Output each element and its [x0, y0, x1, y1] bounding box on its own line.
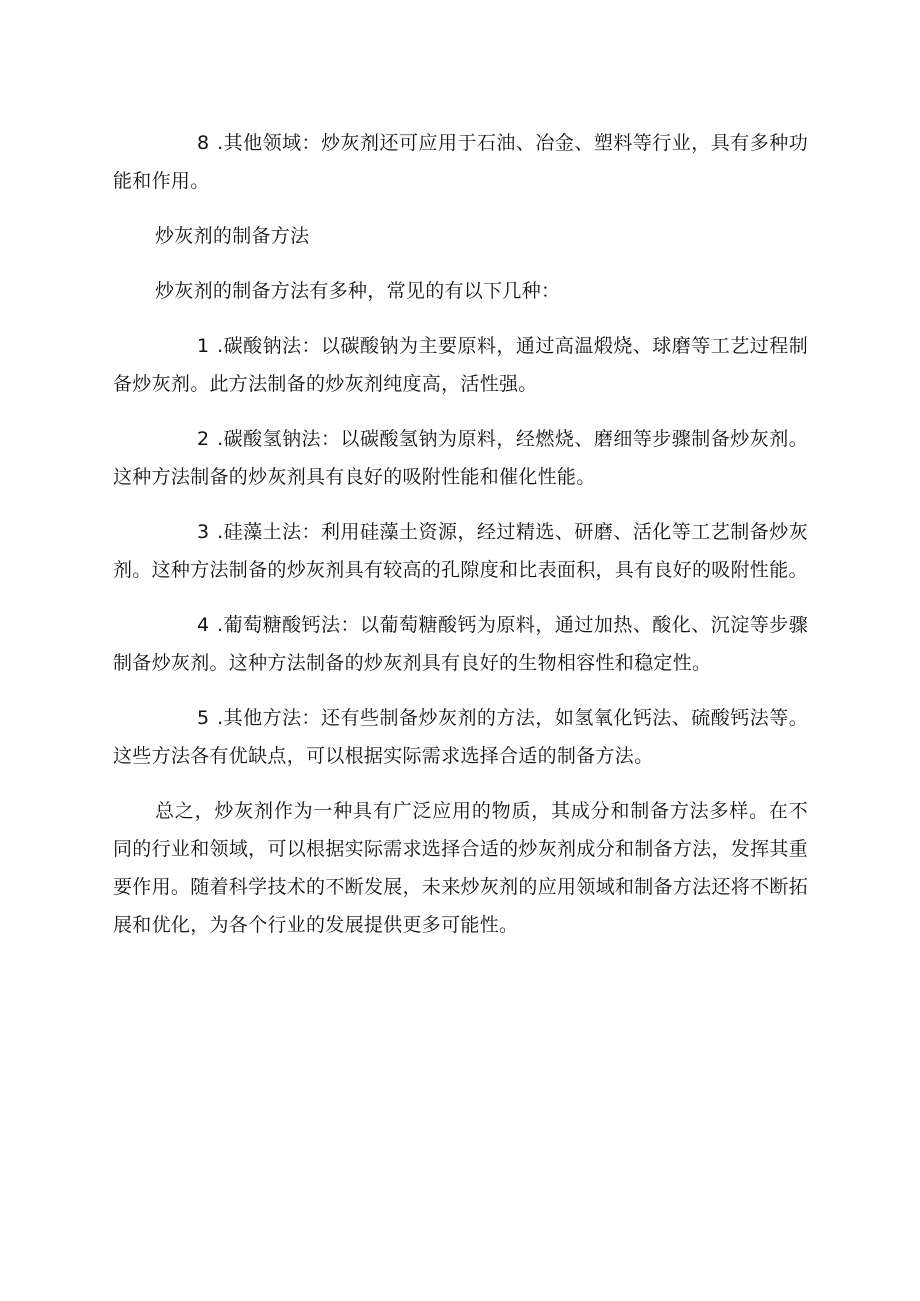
paragraph-text: 总之，炒灰剂作为一种具有广泛应用的物质，其成分和制备方法多样。在不同的行业和领域，可以根据实际需求选择合适的炒灰剂成分和制备方法，发挥其重要作用。随着科学技术的不断发展，未来炒灰剂的应用领域和制备方法还将不断拓展和优化，为各个行业的发展提供更多可能性。: [113, 800, 808, 936]
paragraph-intro: [113, 272, 808, 310]
paragraph-text: .其他方法：还有些制备炒灰剂的方法，如氢氧化钙法、硫酸钙法等。这些方法各有优缺点，可以根据实际需求选择合适的制备方法。: [113, 707, 808, 767]
list-item-other-methods: [113, 699, 808, 775]
paragraph-text: .硅藻土法：利用硅藻土资源，经过精选、研磨、活化等工艺制备炒灰剂。这种方法制备的炒灰剂具有较高的孔隙度和比表面积，具有良好的吸附性能。: [113, 521, 808, 581]
item-number: 3: [197, 521, 210, 543]
item-number: 4: [197, 614, 210, 636]
section-heading: [113, 217, 808, 255]
paragraph-text: .碳酸氢钠法：以碳酸氢钠为原料，经燃烧、磨细等步骤制备炒灰剂。这种方法制备的炒灰剂具有良好的吸附性能和催化性能。: [113, 428, 808, 488]
section-heading-text: 炒灰剂的制备方法: [155, 225, 310, 247]
list-item-diatomite: [113, 513, 808, 589]
paragraph-text: .葡萄糖酸钙法：以葡萄糖酸钙为原料，通过加热、酸化、沉淀等步骤制备炒灰剂。这种方法制备的炒灰剂具有良好的生物相容性和稳定性。: [113, 614, 808, 674]
item-number: 8: [197, 132, 210, 154]
document-body: [113, 124, 808, 961]
paragraph-text: .碳酸钠法：以碳酸钠为主要原料，通过高温煅烧、球磨等工艺过程制备炒灰剂。此方法制备的炒灰剂纯度高，活性强。: [113, 335, 808, 395]
list-item-sodium-bicarbonate: [113, 420, 808, 496]
paragraph-text: 炒灰剂的制备方法有多种，常见的有以下几种：: [155, 280, 561, 302]
item-number: 2: [197, 428, 210, 450]
list-item-calcium-gluconate: [113, 606, 808, 682]
item-number: 1: [197, 335, 210, 357]
list-item-sodium-carbonate: [113, 327, 808, 403]
paragraph-other-fields: [113, 124, 808, 200]
paragraph-conclusion: [113, 792, 808, 944]
item-number: 5: [197, 707, 210, 729]
paragraph-text: .其他领域：炒灰剂还可应用于石油、冶金、塑料等行业，具有多种功能和作用。: [113, 132, 808, 192]
